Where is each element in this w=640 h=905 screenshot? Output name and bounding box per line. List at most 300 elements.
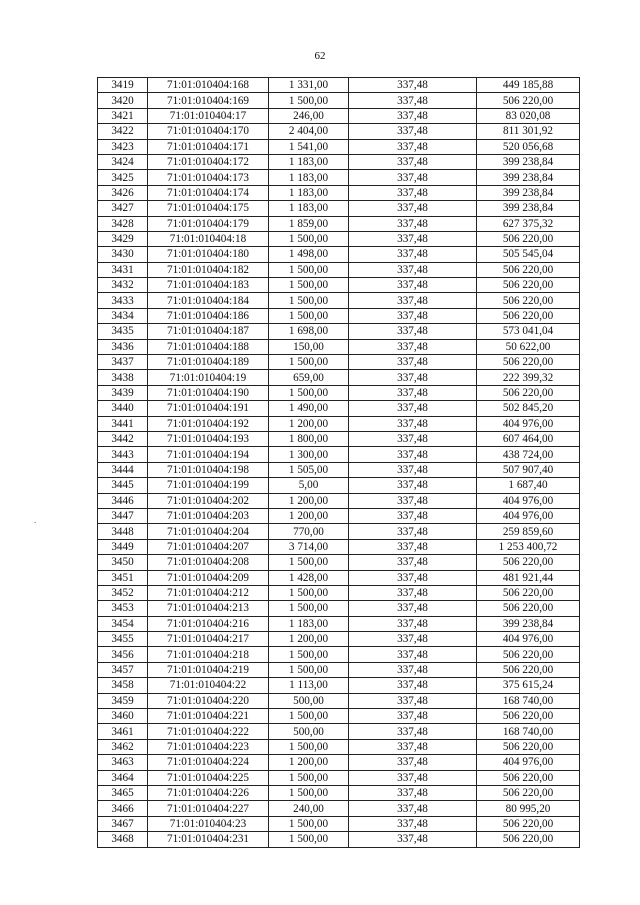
value-cell: 506 220,00 (477, 278, 580, 293)
table-row (98, 816, 580, 831)
row-number-cell: 3462 (98, 739, 148, 754)
area-cell: 1 331,00 (269, 78, 349, 93)
row-number-cell: 3461 (98, 724, 148, 739)
cadastral-number-cell: 71:01:010404:208 (148, 555, 269, 570)
value-cell: 811 301,92 (477, 124, 580, 139)
rate-cell: 337,48 (349, 385, 477, 400)
row-number-cell: 3432 (98, 278, 148, 293)
value-cell: 404 976,00 (477, 632, 580, 647)
rate-cell: 337,48 (349, 739, 477, 754)
table-row (98, 709, 580, 724)
area-cell: 1 500,00 (269, 93, 349, 108)
table-row (98, 108, 580, 123)
value-cell: 506 220,00 (477, 785, 580, 800)
row-number-cell: 3463 (98, 755, 148, 770)
value-cell: 168 740,00 (477, 693, 580, 708)
value-cell: 506 220,00 (477, 262, 580, 277)
cadastral-number-cell: 71:01:010404:173 (148, 170, 269, 185)
value-cell: 375 615,24 (477, 678, 580, 693)
area-cell: 1 500,00 (269, 647, 349, 662)
table-row (98, 93, 580, 108)
rate-cell: 337,48 (349, 832, 477, 847)
rate-cell: 337,48 (349, 493, 477, 508)
rate-cell: 337,48 (349, 447, 477, 462)
area-cell: 240,00 (269, 801, 349, 816)
row-number-cell: 3436 (98, 339, 148, 354)
table-row (98, 339, 580, 354)
value-cell: 399 238,84 (477, 616, 580, 631)
rate-cell: 337,48 (349, 647, 477, 662)
row-number-cell: 3449 (98, 539, 148, 554)
rate-cell: 337,48 (349, 678, 477, 693)
value-cell: 506 220,00 (477, 662, 580, 677)
value-cell: 506 220,00 (477, 555, 580, 570)
rate-cell: 337,48 (349, 662, 477, 677)
table-row (98, 247, 580, 262)
cadastral-number-cell: 71:01:010404:216 (148, 616, 269, 631)
table-row (98, 801, 580, 816)
rate-cell: 337,48 (349, 416, 477, 431)
rate-cell: 337,48 (349, 170, 477, 185)
rate-cell: 337,48 (349, 355, 477, 370)
value-cell: 506 220,00 (477, 585, 580, 600)
row-number-cell: 3451 (98, 570, 148, 585)
area-cell: 1 200,00 (269, 416, 349, 431)
area-cell: 1 500,00 (269, 709, 349, 724)
area-cell: 1 183,00 (269, 185, 349, 200)
rate-cell: 337,48 (349, 154, 477, 169)
rate-cell: 337,48 (349, 570, 477, 585)
value-cell: 506 220,00 (477, 647, 580, 662)
row-number-cell: 3427 (98, 201, 148, 216)
area-cell: 1 859,00 (269, 216, 349, 231)
cadastral-number-cell: 71:01:010404:188 (148, 339, 269, 354)
value-cell: 1 687,40 (477, 478, 580, 493)
rate-cell: 337,48 (349, 278, 477, 293)
row-number-cell: 3423 (98, 139, 148, 154)
value-cell: 502 845,20 (477, 401, 580, 416)
cadastral-number-cell: 71:01:010404:183 (148, 278, 269, 293)
cadastral-number-cell: 71:01:010404:220 (148, 693, 269, 708)
value-cell: 404 976,00 (477, 416, 580, 431)
area-cell: 770,00 (269, 524, 349, 539)
cadastral-number-cell: 71:01:010404:194 (148, 447, 269, 462)
table-row (98, 370, 580, 385)
cadastral-number-cell: 71:01:010404:19 (148, 370, 269, 385)
row-number-cell: 3425 (98, 170, 148, 185)
rate-cell: 337,48 (349, 508, 477, 523)
stray-mark: . (34, 515, 37, 525)
table-row (98, 231, 580, 246)
rate-cell: 337,48 (349, 108, 477, 123)
cadastral-number-cell: 71:01:010404:169 (148, 93, 269, 108)
row-number-cell: 3467 (98, 816, 148, 831)
area-cell: 1 500,00 (269, 601, 349, 616)
cadastral-number-cell: 71:01:010404:231 (148, 832, 269, 847)
area-cell: 3 714,00 (269, 539, 349, 554)
row-number-cell: 3450 (98, 555, 148, 570)
land-parcel-table (97, 77, 580, 848)
area-cell: 1 183,00 (269, 154, 349, 169)
cadastral-number-cell: 71:01:010404:179 (148, 216, 269, 231)
rate-cell: 337,48 (349, 632, 477, 647)
table-row (98, 324, 580, 339)
table-row (98, 308, 580, 323)
table-row (98, 278, 580, 293)
table-row (98, 524, 580, 539)
rate-cell: 337,48 (349, 770, 477, 785)
table-row (98, 170, 580, 185)
area-cell: 1 200,00 (269, 508, 349, 523)
value-cell: 481 921,44 (477, 570, 580, 585)
rate-cell: 337,48 (349, 124, 477, 139)
value-cell: 573 041,04 (477, 324, 580, 339)
table-row (98, 785, 580, 800)
rate-cell: 337,48 (349, 801, 477, 816)
table-row (98, 355, 580, 370)
table-row (98, 539, 580, 554)
row-number-cell: 3453 (98, 601, 148, 616)
cadastral-number-cell: 71:01:010404:187 (148, 324, 269, 339)
row-number-cell: 3437 (98, 355, 148, 370)
area-cell: 1 500,00 (269, 816, 349, 831)
cadastral-number-cell: 71:01:010404:218 (148, 647, 269, 662)
rate-cell: 337,48 (349, 370, 477, 385)
row-number-cell: 3435 (98, 324, 148, 339)
table-row (98, 447, 580, 462)
table-row (98, 139, 580, 154)
table-row (98, 78, 580, 93)
table-row (98, 478, 580, 493)
cadastral-number-cell: 71:01:010404:22 (148, 678, 269, 693)
value-cell: 399 238,84 (477, 201, 580, 216)
table-row (98, 724, 580, 739)
row-number-cell: 3446 (98, 493, 148, 508)
table-row (98, 616, 580, 631)
rate-cell: 337,48 (349, 724, 477, 739)
cadastral-number-cell: 71:01:010404:18 (148, 231, 269, 246)
value-cell: 506 220,00 (477, 770, 580, 785)
value-cell: 399 238,84 (477, 185, 580, 200)
row-number-cell: 3438 (98, 370, 148, 385)
rate-cell: 337,48 (349, 539, 477, 554)
area-cell: 1 498,00 (269, 247, 349, 262)
area-cell: 1 541,00 (269, 139, 349, 154)
row-number-cell: 3468 (98, 832, 148, 847)
value-cell: 506 220,00 (477, 93, 580, 108)
table-row (98, 493, 580, 508)
row-number-cell: 3424 (98, 154, 148, 169)
cadastral-number-cell: 71:01:010404:190 (148, 385, 269, 400)
row-number-cell: 3442 (98, 431, 148, 446)
table-row (98, 693, 580, 708)
value-cell: 520 056,68 (477, 139, 580, 154)
row-number-cell: 3460 (98, 709, 148, 724)
value-cell: 506 220,00 (477, 293, 580, 308)
table-row (98, 647, 580, 662)
table-row (98, 262, 580, 277)
cadastral-number-cell: 71:01:010404:204 (148, 524, 269, 539)
value-cell: 438 724,00 (477, 447, 580, 462)
row-number-cell: 3458 (98, 678, 148, 693)
area-cell: 1 300,00 (269, 447, 349, 462)
table-row (98, 293, 580, 308)
row-number-cell: 3426 (98, 185, 148, 200)
rate-cell: 337,48 (349, 693, 477, 708)
row-number-cell: 3434 (98, 308, 148, 323)
area-cell: 500,00 (269, 693, 349, 708)
table-row (98, 570, 580, 585)
area-cell: 1 800,00 (269, 431, 349, 446)
value-cell: 506 220,00 (477, 385, 580, 400)
value-cell: 506 220,00 (477, 601, 580, 616)
cadastral-number-cell: 71:01:010404:168 (148, 78, 269, 93)
area-cell: 1 500,00 (269, 832, 349, 847)
rate-cell: 337,48 (349, 308, 477, 323)
rate-cell: 337,48 (349, 247, 477, 262)
row-number-cell: 3452 (98, 585, 148, 600)
row-number-cell: 3431 (98, 262, 148, 277)
cadastral-number-cell: 71:01:010404:199 (148, 478, 269, 493)
rate-cell: 337,48 (349, 709, 477, 724)
rate-cell: 337,48 (349, 139, 477, 154)
rate-cell: 337,48 (349, 201, 477, 216)
row-number-cell: 3465 (98, 785, 148, 800)
value-cell: 506 220,00 (477, 816, 580, 831)
area-cell: 1 505,00 (269, 462, 349, 477)
cadastral-number-cell: 71:01:010404:203 (148, 508, 269, 523)
area-cell: 1 200,00 (269, 755, 349, 770)
cadastral-number-cell: 71:01:010404:171 (148, 139, 269, 154)
area-cell: 1 500,00 (269, 231, 349, 246)
area-cell: 1 500,00 (269, 770, 349, 785)
cadastral-number-cell: 71:01:010404:226 (148, 785, 269, 800)
table-row (98, 462, 580, 477)
cadastral-number-cell: 71:01:010404:198 (148, 462, 269, 477)
area-cell: 5,00 (269, 478, 349, 493)
table-row (98, 124, 580, 139)
area-cell: 1 500,00 (269, 585, 349, 600)
area-cell: 1 428,00 (269, 570, 349, 585)
rate-cell: 337,48 (349, 93, 477, 108)
value-cell: 449 185,88 (477, 78, 580, 93)
area-cell: 2 404,00 (269, 124, 349, 139)
row-number-cell: 3421 (98, 108, 148, 123)
cadastral-number-cell: 71:01:010404:175 (148, 201, 269, 216)
table-row (98, 216, 580, 231)
row-number-cell: 3448 (98, 524, 148, 539)
cadastral-number-cell: 71:01:010404:170 (148, 124, 269, 139)
cadastral-number-cell: 71:01:010404:23 (148, 816, 269, 831)
area-cell: 1 500,00 (269, 278, 349, 293)
rate-cell: 337,48 (349, 293, 477, 308)
cadastral-number-cell: 71:01:010404:219 (148, 662, 269, 677)
rate-cell: 337,48 (349, 616, 477, 631)
table-row (98, 508, 580, 523)
rate-cell: 337,48 (349, 431, 477, 446)
row-number-cell: 3441 (98, 416, 148, 431)
area-cell: 1 200,00 (269, 493, 349, 508)
cadastral-number-cell: 71:01:010404:186 (148, 308, 269, 323)
area-cell: 1 500,00 (269, 355, 349, 370)
cadastral-number-cell: 71:01:010404:191 (148, 401, 269, 416)
value-cell: 505 545,04 (477, 247, 580, 262)
table-row (98, 770, 580, 785)
table-row (98, 632, 580, 647)
row-number-cell: 3440 (98, 401, 148, 416)
area-cell: 1 500,00 (269, 555, 349, 570)
rate-cell: 337,48 (349, 78, 477, 93)
rate-cell: 337,48 (349, 324, 477, 339)
rate-cell: 337,48 (349, 231, 477, 246)
area-cell: 500,00 (269, 724, 349, 739)
cadastral-number-cell: 71:01:010404:192 (148, 416, 269, 431)
row-number-cell: 3443 (98, 447, 148, 462)
row-number-cell: 3444 (98, 462, 148, 477)
cadastral-number-cell: 71:01:010404:223 (148, 739, 269, 754)
row-number-cell: 3433 (98, 293, 148, 308)
table-row (98, 832, 580, 847)
row-number-cell: 3456 (98, 647, 148, 662)
cadastral-number-cell: 71:01:010404:17 (148, 108, 269, 123)
cadastral-number-cell: 71:01:010404:213 (148, 601, 269, 616)
cadastral-number-cell: 71:01:010404:184 (148, 293, 269, 308)
rate-cell: 337,48 (349, 816, 477, 831)
value-cell: 1 253 400,72 (477, 539, 580, 554)
cadastral-number-cell: 71:01:010404:189 (148, 355, 269, 370)
value-cell: 627 375,32 (477, 216, 580, 231)
row-number-cell: 3464 (98, 770, 148, 785)
value-cell: 506 220,00 (477, 308, 580, 323)
table-row (98, 662, 580, 677)
table-row (98, 585, 580, 600)
table-row (98, 154, 580, 169)
page-number: 62 (314, 50, 326, 62)
cadastral-number-cell: 71:01:010404:212 (148, 585, 269, 600)
area-cell: 1 490,00 (269, 401, 349, 416)
row-number-cell: 3447 (98, 508, 148, 523)
row-number-cell: 3439 (98, 385, 148, 400)
area-cell: 1 500,00 (269, 385, 349, 400)
area-cell: 659,00 (269, 370, 349, 385)
table-row (98, 431, 580, 446)
value-cell: 506 220,00 (477, 832, 580, 847)
row-number-cell: 3454 (98, 616, 148, 631)
cadastral-number-cell: 71:01:010404:193 (148, 431, 269, 446)
value-cell: 80 995,20 (477, 801, 580, 816)
area-cell: 1 500,00 (269, 785, 349, 800)
row-number-cell: 3457 (98, 662, 148, 677)
cadastral-number-cell: 71:01:010404:227 (148, 801, 269, 816)
cadastral-number-cell: 71:01:010404:217 (148, 632, 269, 647)
value-cell: 399 238,84 (477, 154, 580, 169)
rate-cell: 337,48 (349, 185, 477, 200)
cadastral-number-cell: 71:01:010404:222 (148, 724, 269, 739)
value-cell: 259 859,60 (477, 524, 580, 539)
rate-cell: 337,48 (349, 601, 477, 616)
area-cell: 1 113,00 (269, 678, 349, 693)
cadastral-number-cell: 71:01:010404:207 (148, 539, 269, 554)
area-cell: 246,00 (269, 108, 349, 123)
rate-cell: 337,48 (349, 585, 477, 600)
cadastral-number-cell: 71:01:010404:202 (148, 493, 269, 508)
cadastral-number-cell: 71:01:010404:174 (148, 185, 269, 200)
table-row (98, 755, 580, 770)
rate-cell: 337,48 (349, 462, 477, 477)
cadastral-number-cell: 71:01:010404:224 (148, 755, 269, 770)
area-cell: 1 698,00 (269, 324, 349, 339)
row-number-cell: 3466 (98, 801, 148, 816)
area-cell: 150,00 (269, 339, 349, 354)
rate-cell: 337,48 (349, 524, 477, 539)
rate-cell: 337,48 (349, 478, 477, 493)
value-cell: 399 238,84 (477, 170, 580, 185)
value-cell: 168 740,00 (477, 724, 580, 739)
rate-cell: 337,48 (349, 401, 477, 416)
row-number-cell: 3422 (98, 124, 148, 139)
value-cell: 404 976,00 (477, 508, 580, 523)
row-number-cell: 3419 (98, 78, 148, 93)
cadastral-number-cell: 71:01:010404:172 (148, 154, 269, 169)
area-cell: 1 183,00 (269, 170, 349, 185)
rate-cell: 337,48 (349, 555, 477, 570)
rate-cell: 337,48 (349, 262, 477, 277)
value-cell: 506 220,00 (477, 709, 580, 724)
row-number-cell: 3455 (98, 632, 148, 647)
value-cell: 506 220,00 (477, 231, 580, 246)
value-cell: 83 020,08 (477, 108, 580, 123)
table-row (98, 385, 580, 400)
area-cell: 1 500,00 (269, 308, 349, 323)
area-cell: 1 183,00 (269, 616, 349, 631)
rate-cell: 337,48 (349, 339, 477, 354)
value-cell: 404 976,00 (477, 493, 580, 508)
table-row (98, 601, 580, 616)
value-cell: 50 622,00 (477, 339, 580, 354)
area-cell: 1 183,00 (269, 201, 349, 216)
table-body (98, 78, 580, 848)
row-number-cell: 3420 (98, 93, 148, 108)
cadastral-number-cell: 71:01:010404:221 (148, 709, 269, 724)
value-cell: 607 464,00 (477, 431, 580, 446)
area-cell: 1 500,00 (269, 262, 349, 277)
value-cell: 506 220,00 (477, 739, 580, 754)
cadastral-number-cell: 71:01:010404:225 (148, 770, 269, 785)
cadastral-number-cell: 71:01:010404:209 (148, 570, 269, 585)
table-row (98, 416, 580, 431)
cadastral-number-cell: 71:01:010404:180 (148, 247, 269, 262)
table-row (98, 401, 580, 416)
table-row (98, 185, 580, 200)
row-number-cell: 3430 (98, 247, 148, 262)
value-cell: 506 220,00 (477, 355, 580, 370)
row-number-cell: 3445 (98, 478, 148, 493)
cadastral-number-cell: 71:01:010404:182 (148, 262, 269, 277)
table-row (98, 739, 580, 754)
row-number-cell: 3459 (98, 693, 148, 708)
area-cell: 1 200,00 (269, 632, 349, 647)
rate-cell: 337,48 (349, 785, 477, 800)
table-row (98, 555, 580, 570)
row-number-cell: 3428 (98, 216, 148, 231)
area-cell: 1 500,00 (269, 293, 349, 308)
table-row (98, 678, 580, 693)
row-number-cell: 3429 (98, 231, 148, 246)
value-cell: 404 976,00 (477, 755, 580, 770)
value-cell: 507 907,40 (477, 462, 580, 477)
value-cell: 222 399,32 (477, 370, 580, 385)
rate-cell: 337,48 (349, 755, 477, 770)
